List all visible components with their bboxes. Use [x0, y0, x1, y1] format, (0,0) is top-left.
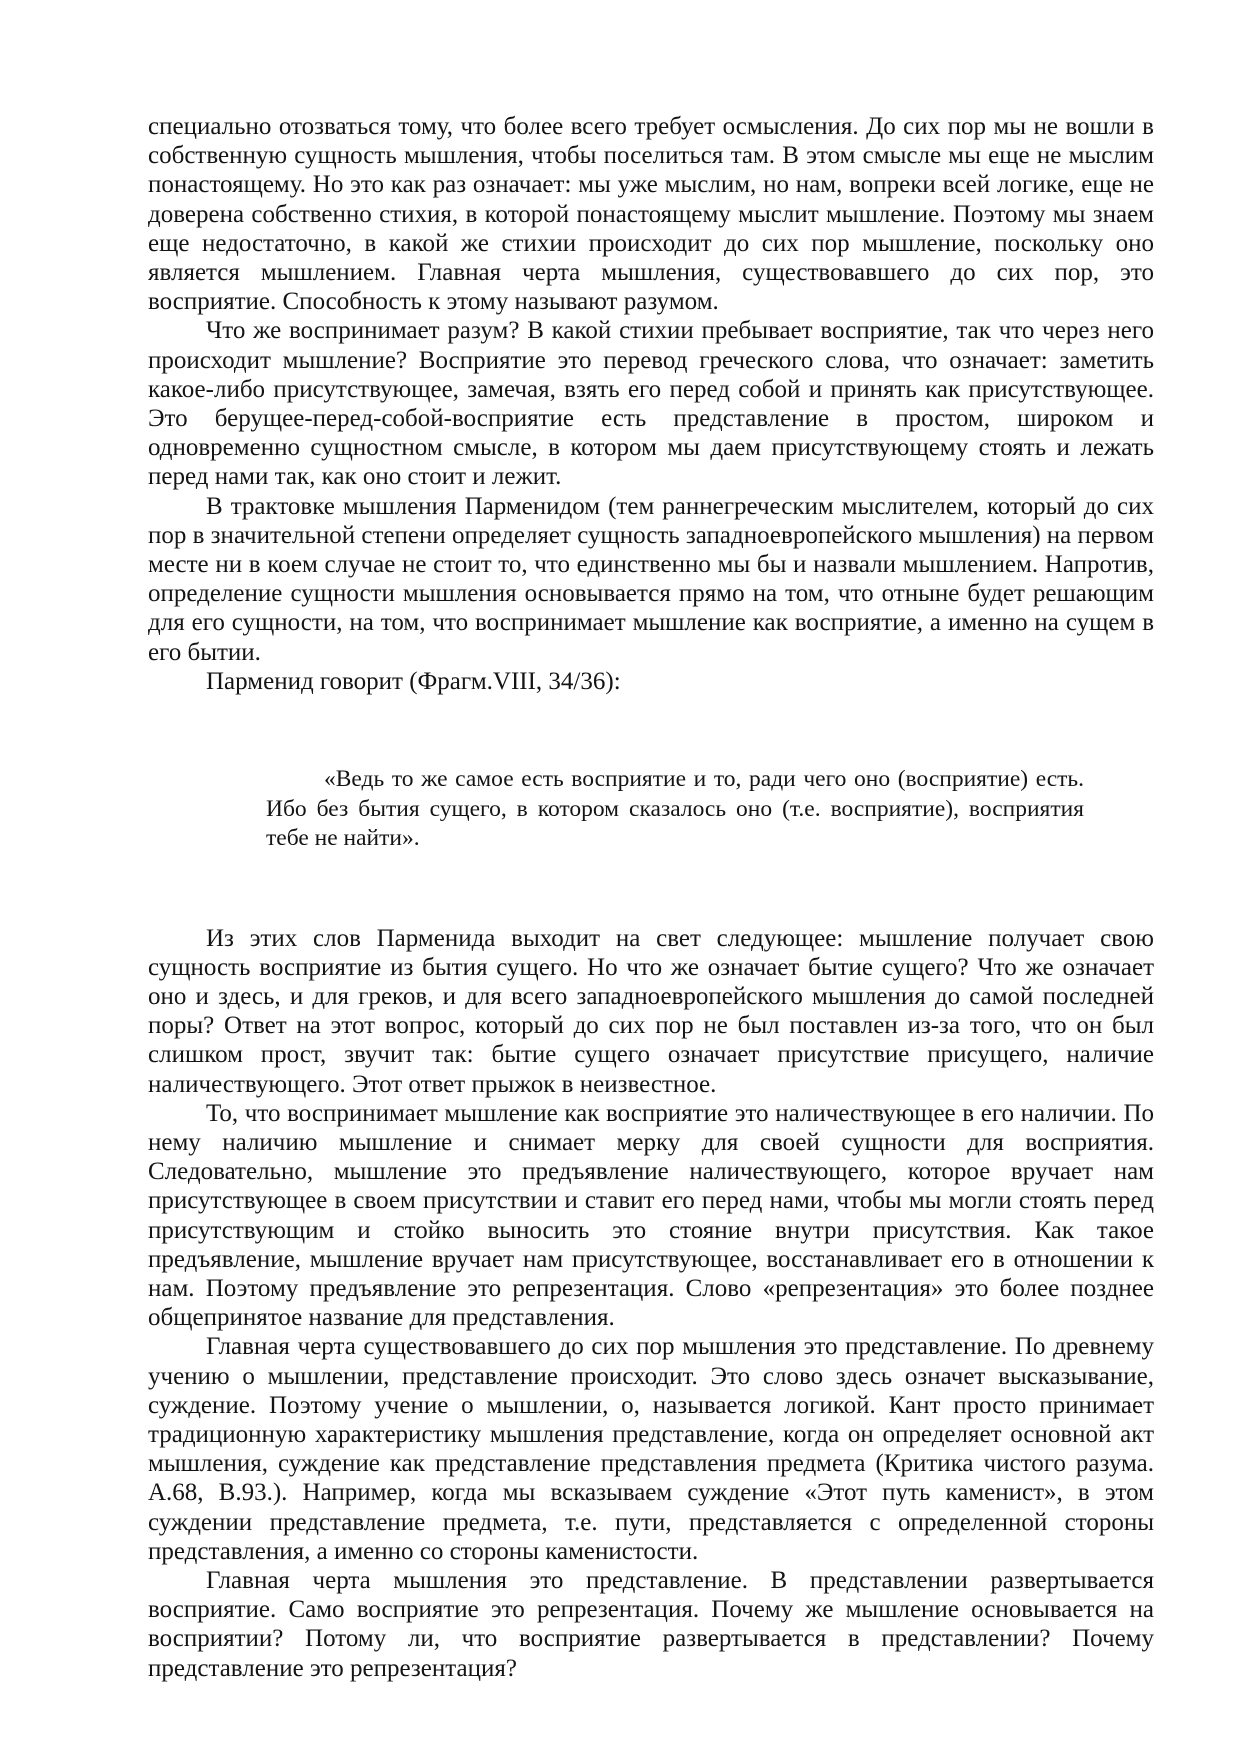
paragraph-6: То, что воспринимает мышление как восприятие это наличествующее в его наличии. По нему наличию мышление и снимает мерку для своей сущности для восприятия. Следовательно, мышление это предъявление наличествующего, которое вручает нам присутствующее в своем присутствии и ставит его перед нами, чтобы мы могли стоять перед присутствующим и стойко выносить это стояние внутри присутствия. Как такое предъявление, мышление вручает нам присутствующее, восстанавливает его в отношении к нам. Поэтому предъявление это репрезентация. Слово «репрезентация» это более позднее общепринятое название для представления. [148, 1099, 1154, 1332]
paragraph-5: Из этих слов Парменида выходит на свет следующее: мышление получает свою сущность восприятие из бытия сущего. Но что же означает бытие сущего? Что же означает оно и здесь, и для греков, и для всего западноевропейского мышления до самой последней поры? Ответ на этот вопрос, который до сих пор не был поставлен из-за того, что он был слишком прост, звучит так: бытие сущего означает присутствие присущего, наличие наличествующего. Этот ответ прыжок в неизвестное. [148, 924, 1154, 1098]
paragraph-1: специально отозваться тому, что более всего требует осмысления. До сих пор мы не вошли в собственную сущность мышления, чтобы поселиться там. В этом смысле мы еще не мыслим понастоящему. Но это как раз означает: мы уже мыслим, но нам, вопреки всей логике, еще не доверена собственно стихия, в которой понастоящему мыслит мышление. Поэтому мы знаем еще недостаточно, в какой же стихии происходит до сих пор мышление, поскольку оно является мышлением. Главная черта мышления, существовавшего до сих пор, это восприятие. Способность к этому называют разумом. [148, 113, 1154, 316]
paragraph-2: Что же воспринимает разум? В какой стихии пребывает восприятие, так что через него происходит мышление? Восприятие это перевод греческого слова, что означает: заметить какое-либо присутствующее, замечая, взять его перед собой и принять как присутствующее. Это берущее-перед-собой-восприятие есть представление в простом, широком и одновременно сущностном смысле, в котором мы даем присутствующему стоять и лежать перед нами так, как оно стоит и лежит. [148, 317, 1154, 491]
paragraph-4: Парменид говорит (Фрагм.VIII, 34/36): [206, 667, 621, 695]
paragraph-3: В трактовке мышления Парменидом (тем раннегреческим мыслителем, который до сих пор в значительной степени определяет сущность западноевропейского мышления) на первом месте ни в коем случае не стоит то, что единственно мы бы и назвали мышлением. Напротив, определение сущности мышления основывается прямо на том, что отныне будет решающим для его сущности, на том, что воспринимает мышление как восприятие, а именно на сущем в его бытии. [148, 492, 1154, 666]
paragraph-8: Главная черта мышления это представление. В представлении развертывается восприятие. Само восприятие это репрезентация. Почему же мышление основывается на восприятии? Потому ли, что восприятие развертывается в представлении? Почему представление это репрезентация? [148, 1567, 1154, 1682]
paragraph-7: Главная черта существовавшего до сих пор мышления это представление. По древнему учению о мышлении, представление происходит. Это слово здесь означет высказывание, суждение. Поэтому учение о мышлении, о, называется логикой. Кант просто принимает традиционную характеристику мышления представление, когда он определяет основной акт мышления, суждение как представление представления предмета (Критика чистого разума. А.68, В.93.). Например, когда мы всказываем суждение «Этот путь каменист», в этом суждении представление предмета, т.е. пути, представляется с определенной стороны представления, а именно со стороны каменистости. [148, 1333, 1154, 1565]
parmenides-quote: «Ведь то же самое есть восприятие и то, ради чего оно (восприятие) есть. Ибо без бытия сущего, в котором сказалось оно (т.е. восприятие), восприятия тебе не найти». [266, 766, 1084, 852]
